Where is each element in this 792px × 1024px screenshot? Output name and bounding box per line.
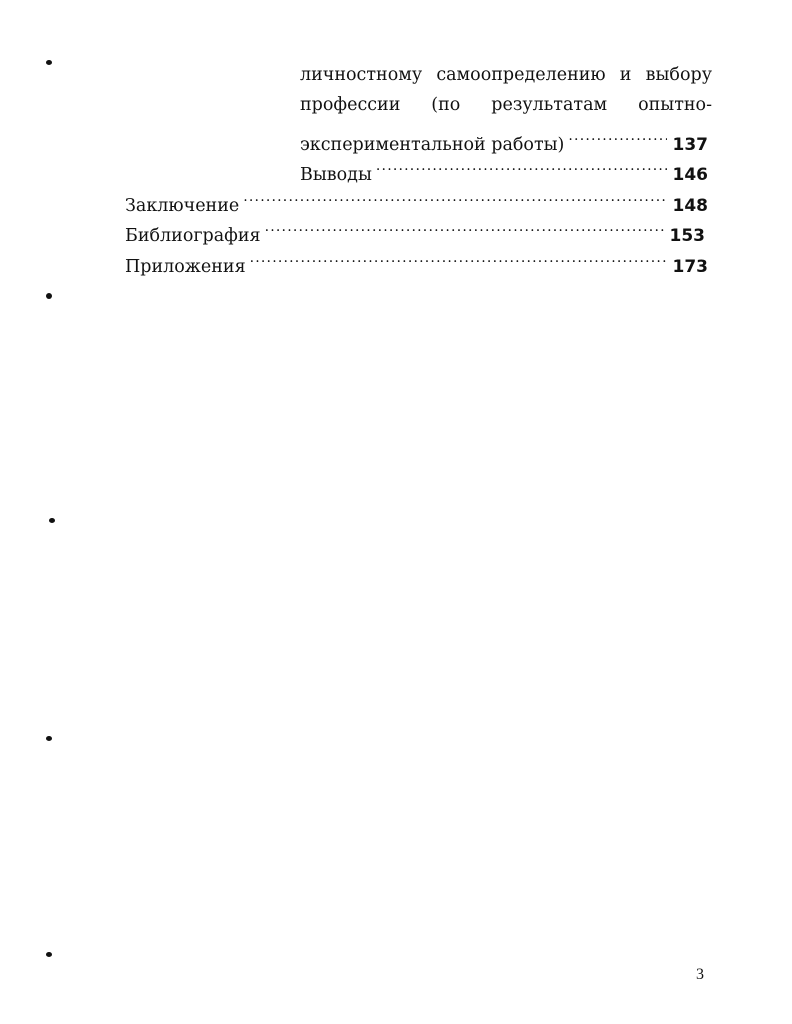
toc-entry-page: 173	[672, 257, 708, 277]
toc-entry-page: 148	[672, 196, 708, 216]
toc-entry-title: Выводы	[300, 165, 372, 185]
dot-leader	[243, 181, 666, 211]
page-number: 3	[696, 966, 704, 983]
toc-entry-title: Приложения	[125, 257, 246, 277]
toc-entry-page: 146	[672, 165, 708, 185]
toc-entry-page: 153	[669, 226, 705, 246]
scan-speck	[46, 293, 52, 299]
toc-continued-line: профессии (по результатам опытно-	[300, 95, 712, 115]
dot-leader	[265, 211, 664, 241]
scan-speck	[46, 952, 52, 957]
toc-entry-title: экспериментальной работы)	[300, 135, 565, 155]
toc-entry-title: Библиография	[125, 226, 261, 246]
scan-speck	[49, 518, 55, 523]
toc-entry-page: 137	[672, 135, 708, 155]
dot-leader	[376, 150, 667, 180]
toc-continued-line: личностному самоопределению и выбору	[300, 65, 712, 85]
scan-speck	[46, 60, 52, 65]
toc-entry-title: Заключение	[125, 196, 240, 216]
scan-speck	[46, 736, 52, 741]
dot-leader	[568, 120, 666, 150]
toc-entry	[125, 242, 708, 282]
dot-leader	[250, 242, 667, 272]
